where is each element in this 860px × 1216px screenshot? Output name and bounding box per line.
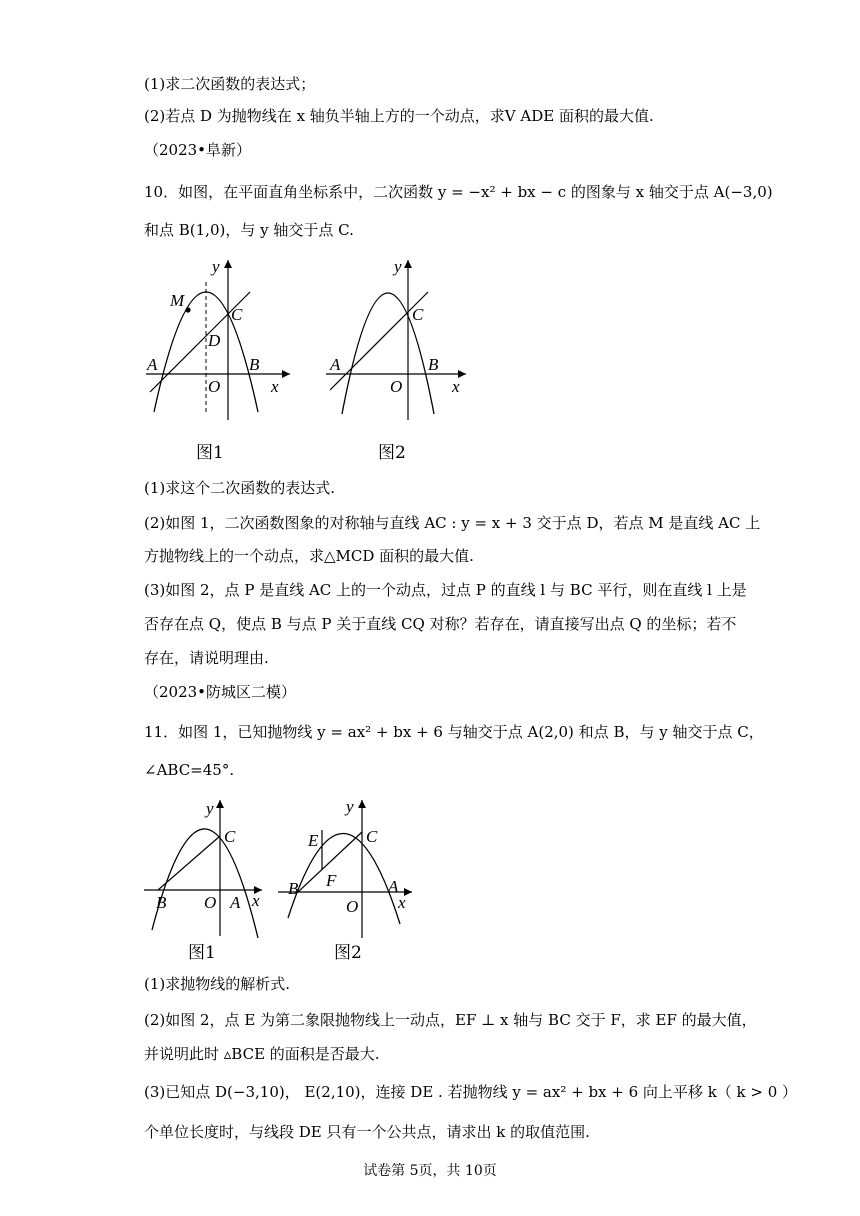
q11-figure-1 (140, 790, 280, 938)
q10f1-label-D: D (208, 331, 221, 350)
q10-part3-line2: 否存在点 Q，使点 B 与点 P 关于直线 CQ 对称？若存在，请直接写出点 Q 的坐标；若不 (144, 615, 737, 633)
q11f2-label-A: A (388, 877, 399, 896)
q11f2-label-B: B (288, 879, 299, 898)
q11f2-label-x: x (398, 893, 406, 912)
q11f1-label-B: B (156, 893, 167, 912)
q11-part3-line2: 个单位长度时，与线段 DE 只有一个公共点，请求出 k 的取值范围. (144, 1123, 590, 1141)
q10-part1: (1)求这个二次函数的表达式. (144, 479, 336, 497)
q10f1-label-x: x (271, 377, 279, 396)
q10-part3-line3: 存在，请说明理由. (144, 649, 269, 667)
q11f1-label-A: A (230, 893, 241, 912)
q10-part2-line2: 方抛物线上的一个动点，求△MCD 面积的最大值. (144, 547, 474, 565)
q10-figure-2 (322, 252, 482, 422)
q10-part2-line1: (2)如图 1，二次函数图象的对称轴与直线 AC : y = x + 3 交于点 D，若点 M 是直线 AC 上 (144, 514, 761, 532)
q11f2-label-C: C (366, 827, 378, 846)
q11f2-label-E: E (308, 831, 319, 850)
q11-fig1-caption: 图1 (188, 943, 216, 963)
q11f1-label-O: O (204, 893, 217, 912)
q10f2-label-y: y (394, 257, 402, 276)
q11-fig2-caption: 图2 (334, 943, 362, 963)
q10f1-label-C: C (231, 305, 243, 324)
q10-source: （2023•阜新） (144, 141, 252, 159)
q10-fig1-caption: 图1 (196, 443, 224, 463)
q11f1-label-y: y (206, 799, 214, 818)
q10f1-label-O: O (208, 377, 221, 396)
q11-figure-2 (276, 790, 426, 938)
q9-part2: (2)若点 D 为抛物线在 x 轴负半轴上方的一个动点，求V ADE 面积的最大值. (144, 107, 654, 125)
q10f1-label-y: y (212, 257, 220, 276)
q11f2-label-O: O (346, 897, 359, 916)
q10-fig2-caption: 图2 (378, 443, 406, 463)
q9-part1: (1)求二次函数的表达式； (144, 75, 316, 93)
q11f2-label-y: y (346, 797, 354, 816)
q11-part3-line1: (3)已知点 D(−3,10)， E(2,10)，连接 DE . 若抛物线 y = ax² + bx + 6 向上平移 k（ k > 0 ） (144, 1083, 798, 1101)
q10f2-label-O: O (390, 377, 403, 396)
q10f1-label-M: M (170, 291, 185, 310)
q11-stem-line1: 11．如图 1，已知抛物线 y = ax² + bx + 6 与轴交于点 A(2,0) 和点 B，与 y 轴交于点 C， (144, 723, 764, 741)
q10-figure-1 (140, 252, 300, 422)
q11f1-label-x: x (252, 891, 260, 910)
q10f1-label-B: B (249, 355, 260, 374)
q11-stem-line2: ∠ABC=45°. (144, 761, 235, 779)
q10f2-label-A: A (330, 355, 341, 374)
q10-stem-line2: 和点 B(1,0)，与 y 轴交于点 C. (144, 221, 354, 239)
q11f1-label-C: C (224, 827, 236, 846)
q11-part1: (1)求抛物线的解析式. (144, 975, 291, 993)
q10f2-label-C: C (412, 305, 424, 324)
q11-part2-line1: (2)如图 2，点 E 为第二象限抛物线上一动点，EF ⊥ x 轴与 BC 交于 F，求 EF 的最大值， (144, 1011, 757, 1029)
page-footer: 试卷第 5页，共 10页 (363, 1163, 497, 1179)
q10f2-label-x: x (452, 377, 460, 396)
q10-part3-line1: (3)如图 2，点 P 是直线 AC 上的一个动点，过点 P 的直线 l 与 BC 平行，则在直线 l 上是 (144, 581, 747, 599)
q10f2-label-B: B (428, 355, 439, 374)
q10f1-label-A: A (147, 355, 158, 374)
q11-source: （2023•防城区二模） (144, 683, 297, 701)
q10-stem-line1: 10．如图，在平面直角坐标系中，二次函数 y = −x² + bx − c 的图象与 x 轴交于点 A(−3,0) (144, 183, 773, 201)
q11f2-label-F: F (326, 871, 337, 890)
q11-part2-line2: 并说明此时 ▵BCE 的面积是否最大. (144, 1045, 380, 1063)
